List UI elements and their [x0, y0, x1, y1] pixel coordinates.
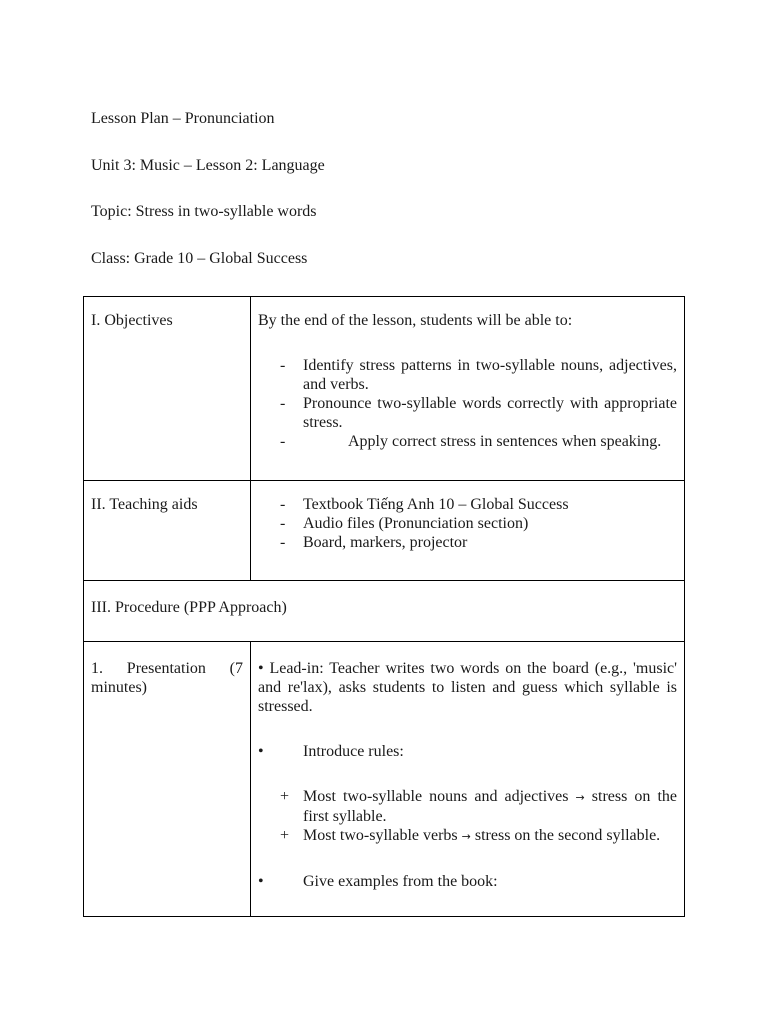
- list-item: + Most two-syllable nouns and adjectives → stress on the first syllable.: [280, 788, 677, 825]
- objectives-row: [84, 297, 685, 481]
- teaching-aids-list: [258, 495, 677, 552]
- list-item: - Audio files (Pronunciation section): [280, 515, 529, 532]
- examples-bullet: • Give examples from the book:: [258, 873, 498, 890]
- list-item: - Textbook Tiếng Anh 10 – Global Success: [280, 496, 569, 513]
- procedure-label: III. Procedure (PPP Approach): [84, 581, 685, 642]
- topic-line: Topic: Stress in two-syllable words: [91, 203, 317, 220]
- objectives-content: [251, 297, 685, 481]
- presentation-content: [251, 642, 685, 917]
- teaching-aids-row: [84, 481, 685, 581]
- arrow-icon: →: [575, 791, 585, 804]
- lesson-plan-table: [83, 296, 685, 917]
- arrow-icon: →: [461, 830, 471, 843]
- teaching-aids-content: [251, 481, 685, 581]
- presentation-row: [84, 642, 685, 917]
- objectives-label: I. Objectives: [84, 297, 251, 481]
- objectives-intro: By the end of the lesson, students will be able to:: [258, 312, 573, 329]
- list-item: - Apply correct stress in sentences when speaking.: [280, 433, 662, 450]
- list-item: - Identify stress patterns in two-syllable nouns, adjectives, and verbs.: [280, 357, 677, 393]
- class-line: Class: Grade 10 – Global Success: [91, 250, 308, 267]
- teaching-aids-label: II. Teaching aids: [84, 481, 251, 581]
- procedure-row: [84, 581, 685, 642]
- introduce-rules-bullet: • Introduce rules:: [258, 743, 404, 760]
- rules-list: [258, 787, 677, 846]
- list-item: - Pronounce two-syllable words correctly with appropriate stress.: [280, 395, 677, 431]
- unit-line: Unit 3: Music – Lesson 2: Language: [91, 157, 325, 174]
- list-item: - Board, markers, projector: [280, 534, 468, 551]
- presentation-label: 1. Presentation (7 minutes): [84, 642, 251, 917]
- doc-title: Lesson Plan – Pronunciation: [91, 110, 275, 127]
- objectives-list: [258, 356, 677, 451]
- lead-in-text: • Lead-in: Teacher writes two words on the board (e.g., 'music' and re'lax), asks students to listen and guess which syllable is stressed.: [258, 660, 677, 715]
- list-item: + Most two-syllable verbs → stress on the second syllable.: [280, 827, 661, 844]
